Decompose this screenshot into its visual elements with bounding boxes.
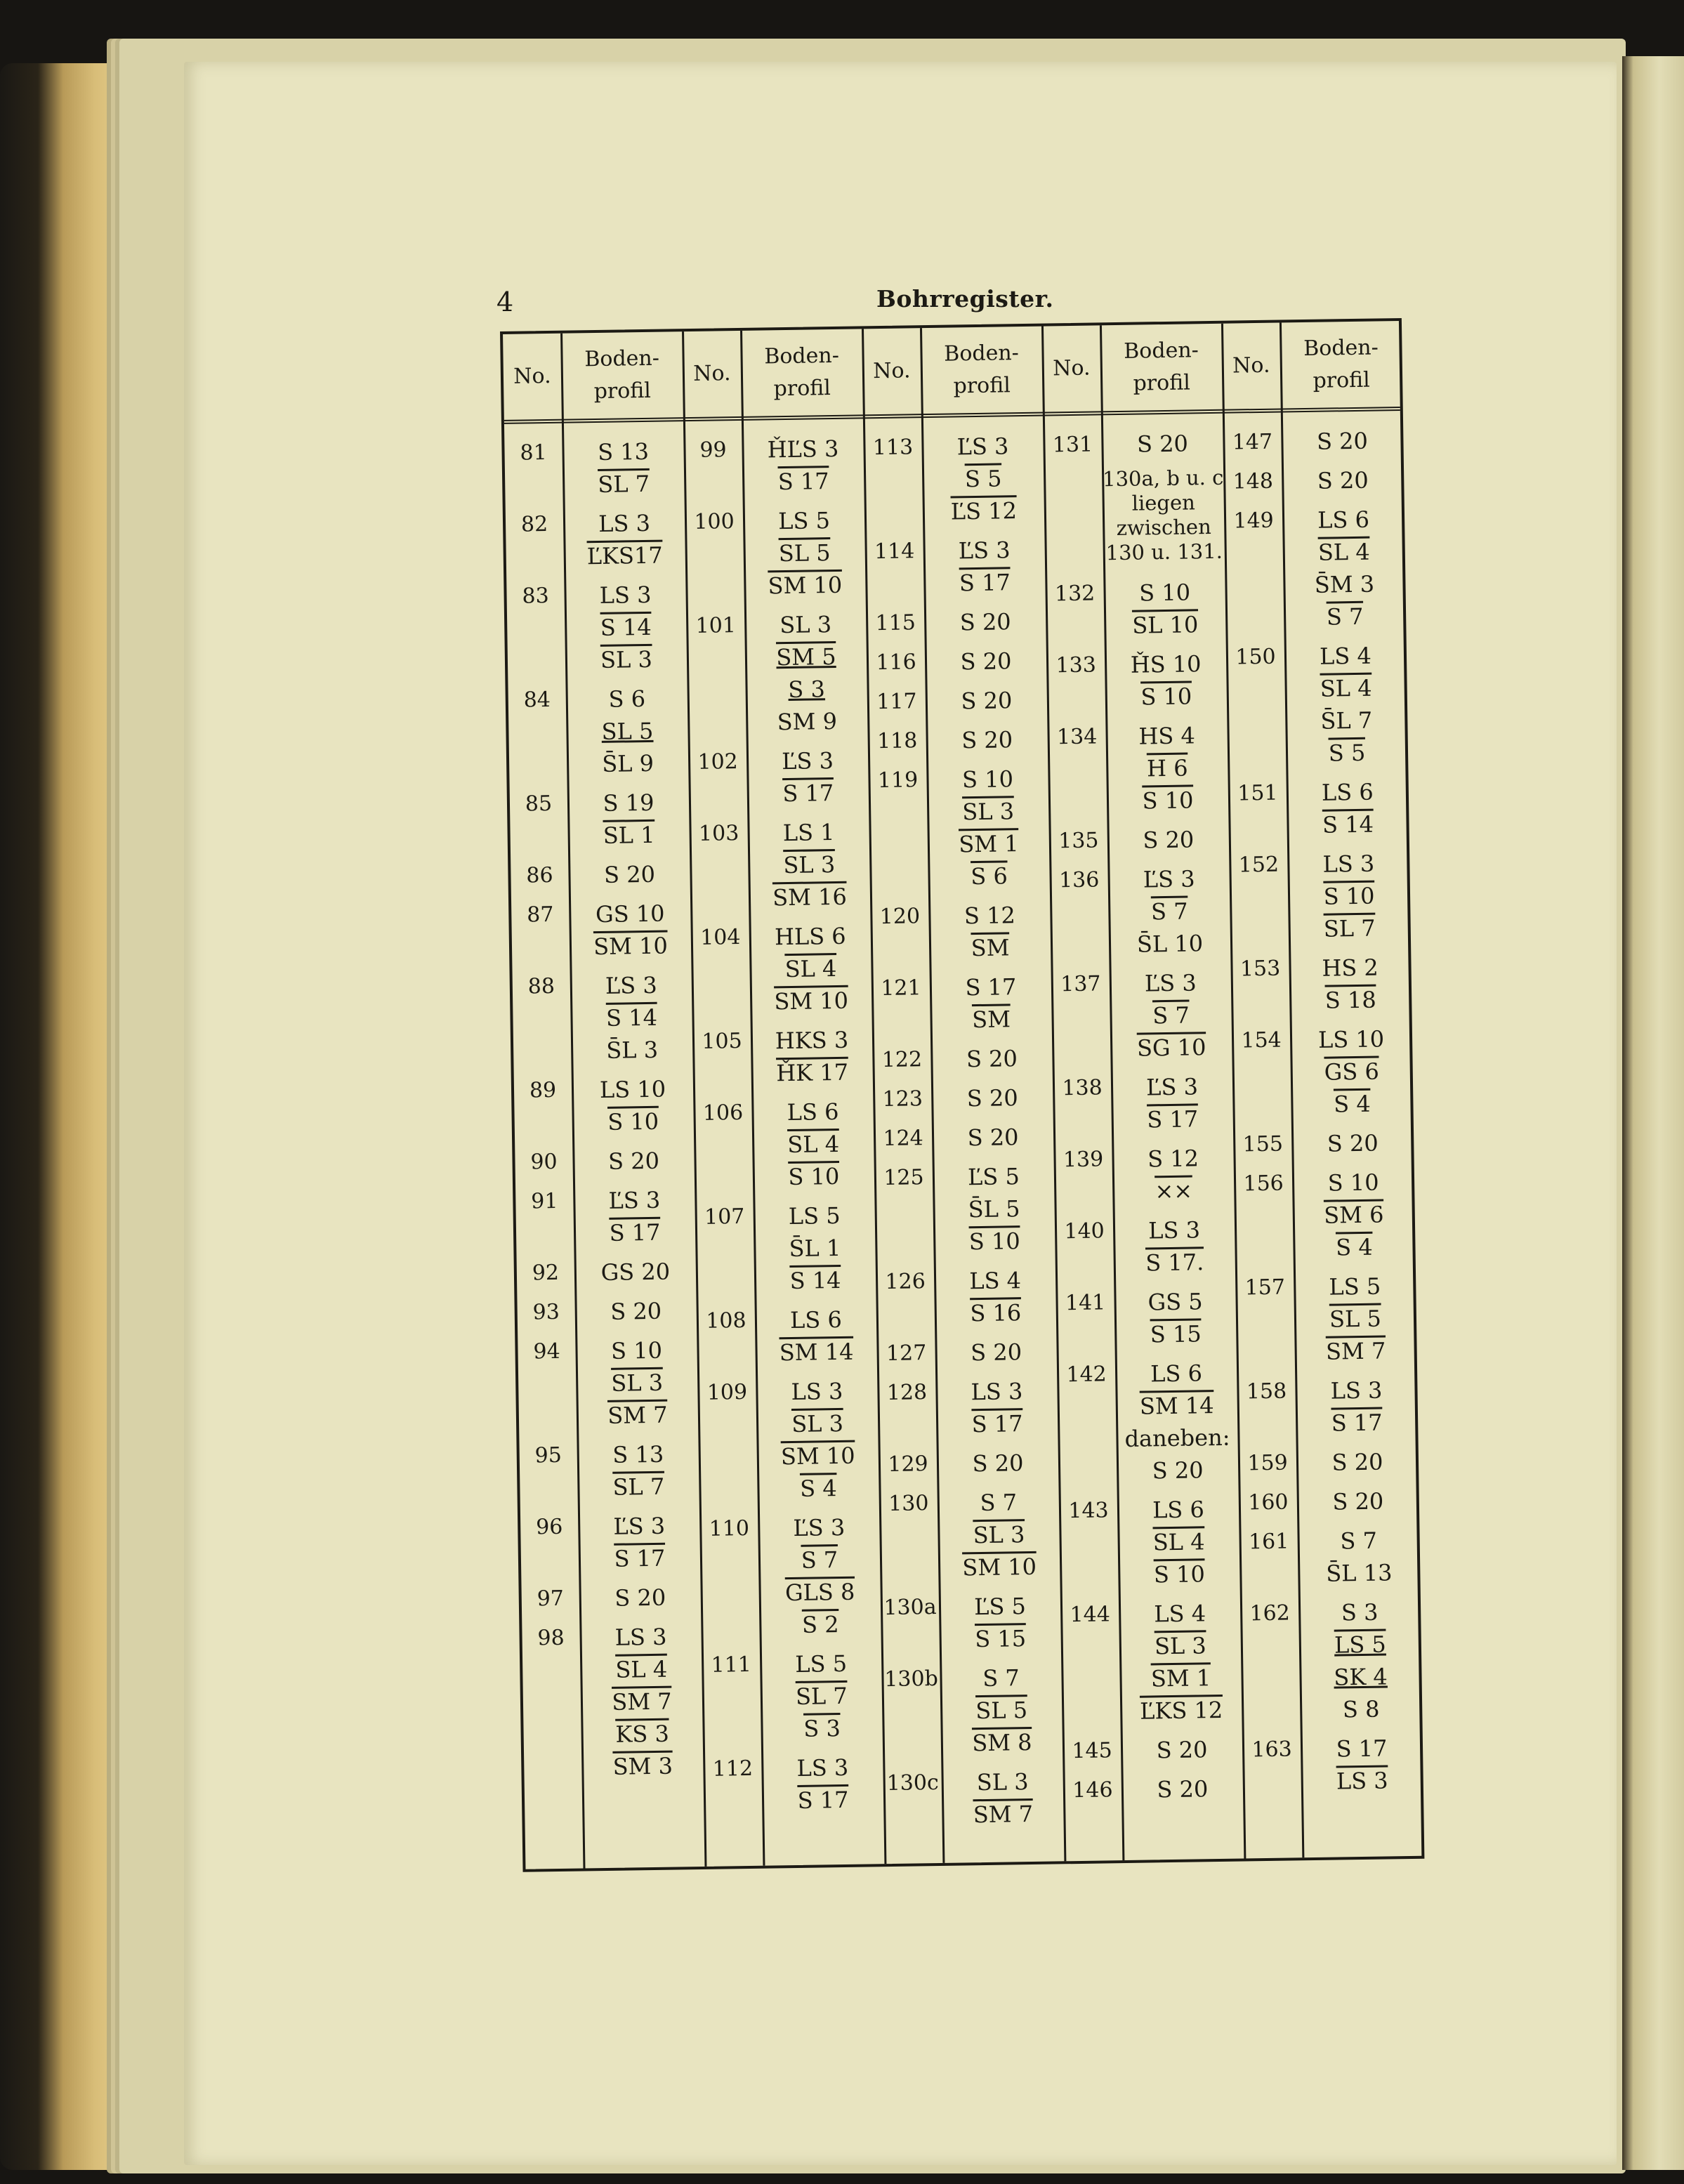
- boring-number: 106: [702, 1100, 744, 1126]
- boring-number: 125: [883, 1165, 924, 1191]
- boring-number: 130: [888, 1491, 929, 1516]
- soil-profile-layer: S 10: [968, 1228, 1020, 1256]
- soil-profile-layer: ĽS 3: [608, 1186, 661, 1214]
- boring-number: 84: [523, 687, 551, 713]
- boring-number: 88: [527, 973, 555, 999]
- soil-profile-layer: HS 2: [1322, 954, 1379, 982]
- boring-number: 111: [711, 1652, 752, 1678]
- soil-profile-layer: LS 5: [777, 507, 831, 535]
- soil-profile-layer: LS 3: [1330, 1376, 1383, 1405]
- boring-number: 154: [1241, 1027, 1282, 1053]
- soil-profile-layer: S 10: [1142, 787, 1194, 815]
- boring-number: 109: [706, 1379, 748, 1405]
- soil-profile-layer: ĽS 3: [781, 747, 834, 775]
- boring-number: 119: [877, 768, 919, 794]
- soil-profile-layer: SL 7: [795, 1682, 848, 1710]
- soil-profile-layer: LS 6: [1321, 778, 1374, 806]
- soil-profile-layer: SM 5: [776, 643, 836, 671]
- soil-profile-layer: SM 16: [772, 883, 848, 912]
- soil-profile-layer: S 17: [1331, 1409, 1383, 1437]
- boring-number: 134: [1056, 724, 1098, 750]
- table-header: [503, 321, 1400, 424]
- boring-number: 159: [1247, 1450, 1288, 1476]
- soil-profile-layer: LS 5: [1334, 1631, 1387, 1659]
- soil-profile-layer: S 19: [603, 789, 654, 817]
- soil-profile-layer: SL 3: [976, 1768, 1029, 1796]
- boring-number: 143: [1068, 1498, 1109, 1524]
- soil-profile-layer: S 10: [1140, 683, 1192, 711]
- boring-number: 135: [1058, 828, 1099, 854]
- soil-profile-layer: LS 10: [1317, 1025, 1385, 1053]
- soil-profile-layer: S 20: [966, 1045, 1018, 1073]
- soil-profile-layer: S 20: [1327, 1129, 1379, 1157]
- page-number: 4: [496, 287, 514, 317]
- boring-number: 162: [1249, 1600, 1291, 1626]
- soil-profile-layer: ĽKS 12: [1139, 1696, 1223, 1725]
- soil-profile-layer: SL 3: [973, 1521, 1025, 1549]
- soil-profile-layer: ȞĽS 3: [767, 435, 839, 463]
- soil-profile-layer: S 20: [967, 1124, 1019, 1152]
- header-bodenprofil: Boden- profil: [1123, 338, 1199, 396]
- soil-profile-layer: S 10: [1323, 882, 1375, 910]
- boring-number: 151: [1237, 780, 1278, 806]
- boring-number: 96: [535, 1514, 563, 1540]
- header-no: No.: [872, 358, 911, 384]
- soil-profile-layer: S 10: [1138, 579, 1191, 607]
- boring-number: 138: [1062, 1075, 1103, 1101]
- boring-number: 116: [876, 650, 916, 676]
- soil-profile-layer: S 14: [1322, 810, 1374, 838]
- soil-profile-layer: GLS 8: [784, 1578, 855, 1607]
- soil-profile-layer: LS 10: [599, 1075, 666, 1104]
- soil-profile-layer: SM 1: [1150, 1664, 1211, 1692]
- boring-number: 140: [1064, 1218, 1105, 1244]
- soil-profile-layer: SL 4: [615, 1655, 668, 1683]
- boring-number: 115: [875, 610, 916, 636]
- soil-profile-layer: S̄L 5: [968, 1195, 1020, 1223]
- boring-number: 81: [520, 440, 547, 466]
- soil-profile-layer: ××: [1155, 1177, 1193, 1205]
- soil-profile-layer: S 4: [1335, 1233, 1373, 1261]
- soil-profile-layer: ĽS 3: [1144, 969, 1197, 997]
- soil-profile-layer: GS 5: [1147, 1288, 1203, 1316]
- soil-profile-layer: S 8: [1342, 1695, 1380, 1723]
- soil-profile-layer: S 6: [608, 685, 646, 713]
- soil-profile-layer: S 5: [1328, 739, 1366, 767]
- boring-number: 139: [1063, 1147, 1104, 1173]
- column-divider: [1221, 324, 1246, 1859]
- facing-page-edge: [1622, 56, 1684, 2170]
- soil-profile-layer: S 20: [1331, 1448, 1383, 1476]
- soil-profile-layer: SM 10: [962, 1553, 1037, 1581]
- soil-profile-layer: S 17: [971, 1410, 1023, 1438]
- soil-profile-layer: S 20: [1157, 1775, 1209, 1803]
- header-no: No.: [692, 361, 731, 386]
- running-head: Bohrregister.: [876, 285, 1054, 313]
- soil-profile-layer: daneben:: [1124, 1423, 1230, 1452]
- boring-number: 150: [1235, 644, 1276, 670]
- soil-profile-layer: S 7: [1152, 1001, 1190, 1029]
- boring-number: 85: [525, 791, 553, 817]
- soil-profile-layer: LS 5: [795, 1650, 848, 1678]
- soil-profile-layer: SL 10: [1131, 611, 1199, 639]
- header-no: No.: [1052, 355, 1091, 381]
- soil-profile-layer: S̄M 3: [1314, 570, 1375, 598]
- soil-profile-layer: S 3: [1341, 1598, 1379, 1626]
- boring-number: 94: [533, 1338, 560, 1364]
- soil-profile-layer: S 15: [1150, 1320, 1202, 1348]
- soil-profile-layer: S 20: [970, 1338, 1022, 1367]
- soil-profile-layer: S 20: [607, 1147, 660, 1175]
- soil-profile-layer: S 20: [1156, 1736, 1208, 1764]
- boring-number: 102: [697, 749, 739, 775]
- soil-profile-layer: SL 5: [601, 717, 654, 745]
- boring-number: 149: [1233, 508, 1275, 534]
- soil-profile-layer: ĽS 3: [956, 433, 1009, 461]
- boring-number: 142: [1066, 1362, 1107, 1388]
- boring-number: 87: [526, 902, 554, 928]
- soil-profile-layer: S 10: [961, 765, 1014, 794]
- soil-profile-layer: SM 3: [612, 1752, 673, 1780]
- soil-profile-layer: ĽS 3: [1143, 865, 1195, 893]
- soil-profile-layer: S 13: [597, 438, 650, 466]
- header-no: No.: [1232, 353, 1270, 379]
- boring-number: 160: [1247, 1489, 1289, 1515]
- boring-number: 161: [1248, 1529, 1289, 1555]
- boring-number: 95: [534, 1442, 563, 1468]
- soil-profile-layer: SM 6: [1323, 1201, 1384, 1229]
- boring-number: 105: [702, 1029, 742, 1054]
- boring-number: 121: [881, 975, 921, 1001]
- soil-profile-layer: S 6: [971, 862, 1008, 890]
- soil-profile-layer: LS 6: [1317, 506, 1370, 534]
- soil-profile-layer: S 3: [788, 676, 826, 703]
- soil-profile-layer: S 10: [1153, 1560, 1206, 1588]
- soil-profile-layer: LS 5: [1329, 1272, 1381, 1301]
- soil-profile-layer: ĽS 3: [1145, 1073, 1199, 1101]
- soil-profile-layer: ĽS 5: [967, 1163, 1020, 1191]
- soil-profile-layer: S 20: [966, 1084, 1018, 1112]
- soil-profile-layer: LS 3: [614, 1623, 667, 1651]
- boring-number: 155: [1242, 1131, 1284, 1157]
- soil-profile-layer: S 10: [788, 1162, 840, 1191]
- soil-profile-layer: S 18: [1324, 986, 1376, 1014]
- soil-profile-layer: S 20: [614, 1584, 666, 1612]
- soil-profile-layer: S 14: [600, 613, 652, 641]
- soil-profile-layer: SL 7: [612, 1473, 665, 1501]
- boring-number: 108: [706, 1308, 746, 1334]
- soil-profile-layer: S̄L 1: [789, 1234, 841, 1263]
- bohrregister-table: [500, 318, 1424, 1872]
- boring-number: 137: [1060, 971, 1101, 997]
- boring-number: 136: [1058, 867, 1100, 893]
- soil-profile-layer: LS 3: [971, 1378, 1023, 1406]
- soil-profile-layer: S 20: [1332, 1487, 1384, 1515]
- soil-profile-layer: SL 5: [975, 1697, 1028, 1725]
- soil-profile-layer: SM 10: [593, 932, 669, 961]
- soil-profile-layer: LS 6: [1152, 1496, 1205, 1524]
- soil-profile-layer: LS 6: [787, 1098, 839, 1126]
- soil-profile-layer: S 20: [1316, 427, 1369, 455]
- boring-number: 153: [1239, 956, 1281, 982]
- column-divider: [920, 328, 945, 1863]
- soil-profile-layer: SL 1: [603, 821, 655, 849]
- soil-profile-layer: S 7: [980, 1489, 1018, 1517]
- soil-profile-layer: S 20: [959, 608, 1011, 636]
- soil-profile-layer: LS 4: [1319, 642, 1372, 670]
- boring-number: 127: [886, 1341, 927, 1366]
- soil-profile-layer: S 7: [982, 1664, 1020, 1692]
- soil-profile-layer: S 20: [1143, 826, 1195, 854]
- boring-number: 156: [1243, 1171, 1284, 1197]
- soil-profile-layer: S 17: [959, 569, 1011, 597]
- soil-profile-layer: S 7: [801, 1546, 838, 1574]
- soil-profile-layer: SM 14: [779, 1338, 854, 1367]
- soil-profile-layer: SL 4: [784, 954, 837, 983]
- soil-profile-layer: SL 3: [600, 645, 653, 673]
- soil-profile-layer: KS 3: [615, 1720, 670, 1748]
- soil-profile-layer: LS 6: [1150, 1360, 1203, 1388]
- soil-profile-layer: S 17: [777, 468, 829, 496]
- boring-number: 157: [1244, 1275, 1286, 1301]
- soil-profile-layer: S 20: [1136, 430, 1189, 458]
- soil-profile-layer: SL 5: [778, 539, 831, 567]
- boring-number: 92: [532, 1260, 560, 1286]
- soil-profile-layer: S 5: [964, 465, 1002, 493]
- header-no: No.: [513, 363, 551, 389]
- boring-number: 120: [879, 904, 921, 930]
- soil-profile-layer: SG 10: [1136, 1034, 1206, 1062]
- soil-profile-layer: S 15: [975, 1625, 1027, 1653]
- soil-profile-layer: ĽS 3: [958, 537, 1011, 565]
- boring-number: 147: [1232, 429, 1273, 455]
- boring-number: 144: [1070, 1602, 1111, 1628]
- boring-number: 82: [520, 512, 548, 537]
- soil-profile-layer: LS 1: [782, 819, 835, 847]
- soil-profile-layer: S 20: [603, 860, 656, 888]
- soil-profile-layer: SL 4: [1152, 1528, 1205, 1556]
- soil-profile-layer: LS 4: [969, 1267, 1022, 1295]
- boring-number: 104: [699, 925, 741, 950]
- soil-profile-layer: S 4: [1333, 1090, 1371, 1118]
- soil-profile-layer: LS 3: [791, 1377, 843, 1406]
- soil-profile-layer: S 17: [782, 779, 834, 808]
- boring-number: 130c: [886, 1770, 940, 1796]
- soil-profile-layer: HS 4: [1138, 722, 1196, 750]
- soil-profile-layer: S 20: [1317, 466, 1369, 494]
- boring-number: 83: [522, 584, 549, 609]
- soil-profile-layer: LS 5: [788, 1202, 841, 1230]
- soil-profile-layer: S 10: [607, 1107, 659, 1136]
- soil-profile-layer: SM 9: [777, 707, 838, 736]
- soil-profile-layer: SM 8: [972, 1728, 1032, 1757]
- soil-profile-layer: SL 7: [598, 470, 650, 498]
- boring-number: 131: [1052, 432, 1093, 458]
- soil-profile-layer: S̄L 3: [606, 1036, 659, 1064]
- soil-profile-layer: H 6: [1146, 754, 1188, 782]
- header-bodenprofil: Boden- profil: [1303, 335, 1379, 393]
- soil-profile-layer: ĽKS17: [586, 541, 663, 570]
- soil-profile-layer: SM 10: [780, 1442, 855, 1471]
- soil-profile-layer: S 7: [1340, 1527, 1378, 1555]
- boring-number: 86: [526, 862, 553, 888]
- soil-profile-layer: S 20: [1152, 1456, 1204, 1485]
- boring-number: 89: [529, 1077, 557, 1103]
- soil-profile-layer: S 20: [961, 726, 1013, 754]
- soil-profile-layer: ȞS 10: [1130, 650, 1202, 678]
- boring-number: 101: [695, 613, 737, 638]
- boring-number: 133: [1055, 652, 1097, 678]
- soil-profile-layer: SL 3: [1154, 1632, 1207, 1660]
- soil-profile-layer: GS 6: [1324, 1058, 1380, 1086]
- soil-profile-layer: SL 4: [1317, 538, 1370, 566]
- soil-profile-layer: ĽS 3: [793, 1513, 846, 1541]
- soil-profile-layer: SL 4: [1320, 674, 1372, 702]
- soil-profile-layer: SM 10: [768, 571, 843, 600]
- boring-number: 97: [537, 1586, 565, 1612]
- boring-number: 114: [874, 539, 915, 565]
- soil-profile-layer: SM 7: [612, 1688, 672, 1716]
- soil-profile-layer: S 17: [1147, 1105, 1199, 1133]
- soil-profile-layer: SM 1: [959, 830, 1019, 858]
- boring-number: 158: [1246, 1379, 1287, 1405]
- boring-number: 132: [1054, 581, 1096, 607]
- soil-profile-layer: S 17: [609, 1218, 661, 1246]
- boring-number: 130b: [884, 1666, 939, 1692]
- soil-profile-layer: S 10: [610, 1336, 663, 1364]
- boring-number: 128: [886, 1380, 928, 1405]
- soil-profile-layer: S 12: [1147, 1145, 1199, 1173]
- soil-profile-layer: S 2: [801, 1611, 839, 1638]
- soil-profile-layer: SL 3: [783, 851, 836, 879]
- soil-profile-layer: S 7: [1326, 603, 1364, 631]
- boring-number: 103: [698, 821, 739, 846]
- soil-profile-layer: SK 4: [1334, 1663, 1388, 1691]
- boring-number: 110: [709, 1515, 750, 1541]
- soil-profile-layer: SL 5: [1329, 1305, 1382, 1333]
- boring-number: 98: [537, 1625, 565, 1651]
- soil-profile-layer: S̄L 10: [1136, 930, 1204, 958]
- soil-profile-layer: ĽS 5: [973, 1593, 1027, 1621]
- soil-profile-layer: S 17: [614, 1544, 666, 1572]
- soil-profile-layer: S 17: [965, 973, 1017, 1001]
- soil-profile-layer: GS 10: [595, 900, 665, 928]
- soil-profile-layer: LS 3: [599, 581, 652, 609]
- boring-number: 124: [883, 1126, 923, 1152]
- soil-profile-layer: S̄L 13: [1326, 1559, 1393, 1587]
- soil-profile-layer: S̄L 9: [602, 749, 654, 777]
- soil-profile-layer: $\overline{SM}$: [971, 934, 1010, 962]
- soil-profile-layer: ĽS 3: [613, 1512, 666, 1540]
- soil-profile-layer: LS 3: [1322, 850, 1375, 878]
- soil-profile-layer: S 20: [961, 687, 1013, 715]
- soil-profile-layer: S 17: [1336, 1735, 1388, 1763]
- boring-number: 146: [1072, 1777, 1113, 1803]
- boring-number: 107: [704, 1204, 745, 1230]
- soil-profile-layer: HKS 3: [775, 1026, 849, 1055]
- soil-profile-layer: LS 3: [1336, 1767, 1388, 1795]
- soil-profile-layer: S 13: [612, 1440, 664, 1468]
- soil-profile-layer: S 14: [605, 1004, 658, 1032]
- soil-profile-layer: SM 7: [607, 1401, 668, 1429]
- soil-profile-layer: S 20: [960, 647, 1012, 676]
- soil-profile-layer: S 16: [970, 1299, 1022, 1327]
- soil-profile-layer: SM 14: [1139, 1392, 1214, 1420]
- soil-profile-layer: S 7: [1150, 897, 1188, 926]
- soil-profile-layer: S 12: [963, 902, 1016, 930]
- boring-number: 93: [532, 1299, 560, 1325]
- soil-profile-layer: ȞK 17: [776, 1058, 849, 1087]
- soil-profile-layer: S 20: [972, 1449, 1024, 1478]
- soil-profile-layer: ĽS 3: [605, 971, 657, 999]
- soil-profile-layer: GS 20: [600, 1258, 671, 1287]
- soil-profile-layer: SL 3: [962, 798, 1015, 826]
- boring-number: 145: [1072, 1738, 1112, 1764]
- boring-number: 148: [1232, 468, 1274, 494]
- soil-profile-layer: ĽS 12: [950, 497, 1018, 525]
- register-note: 130a, b u. c liegen zwischen 130 u. 131.: [1102, 465, 1224, 565]
- boring-number: 123: [882, 1086, 923, 1112]
- soil-profile-layer: S 14: [789, 1266, 841, 1295]
- soil-profile-layer: LS 6: [789, 1305, 843, 1334]
- boring-number: 112: [712, 1756, 754, 1782]
- header-bodenprofil: Boden- profil: [584, 346, 660, 404]
- soil-profile-layer: S 17: [797, 1786, 849, 1814]
- soil-profile-layer: S 17.: [1145, 1249, 1204, 1277]
- soil-profile-layer: S 10: [1327, 1169, 1379, 1197]
- soil-profile-layer: SL 7: [1323, 914, 1376, 942]
- boring-number: 99: [699, 438, 727, 463]
- boring-number: 91: [531, 1188, 558, 1214]
- soil-profile-layer: S 20: [610, 1297, 662, 1325]
- soil-profile-layer: SL 3: [791, 1409, 844, 1438]
- boring-number: 163: [1251, 1737, 1292, 1763]
- boring-number: 90: [530, 1149, 558, 1175]
- soil-profile-layer: SL 3: [611, 1369, 664, 1397]
- soil-profile-layer: $\overline{SM}$: [971, 1006, 1011, 1034]
- soil-profile-layer: LS 3: [1147, 1216, 1201, 1244]
- soil-profile-layer: LS 3: [796, 1754, 849, 1782]
- soil-profile-layer: S̄L 7: [1320, 706, 1373, 735]
- soil-profile-layer: LS 4: [1154, 1600, 1206, 1628]
- soil-profile-layer: S 3: [803, 1715, 841, 1742]
- soil-profile-layer: SL 4: [787, 1130, 840, 1159]
- boring-number: 118: [876, 728, 918, 754]
- boring-number: 122: [881, 1047, 923, 1073]
- soil-profile-layer: SL 3: [779, 611, 832, 639]
- boring-number: 100: [694, 509, 735, 534]
- column-divider: [740, 331, 765, 1866]
- boring-number: 141: [1065, 1290, 1106, 1316]
- boring-number: 152: [1238, 852, 1280, 878]
- header-bodenprofil: Boden- profil: [764, 343, 840, 402]
- boring-number: 129: [888, 1452, 928, 1477]
- soil-profile-layer: SM 7: [973, 1800, 1034, 1829]
- boring-number: 130a: [883, 1594, 937, 1621]
- boring-number: 117: [876, 689, 917, 715]
- boring-number: 126: [885, 1269, 926, 1295]
- boring-number: 113: [872, 435, 914, 461]
- soil-profile-layer: S 4: [799, 1475, 837, 1502]
- header-bodenprofil: Boden- profil: [944, 341, 1020, 399]
- soil-profile-layer: SM 7: [1325, 1337, 1386, 1365]
- soil-profile-layer: SM 10: [774, 987, 849, 1015]
- soil-profile-layer: LS 3: [598, 509, 651, 537]
- soil-profile-layer: HLS 6: [774, 922, 846, 951]
